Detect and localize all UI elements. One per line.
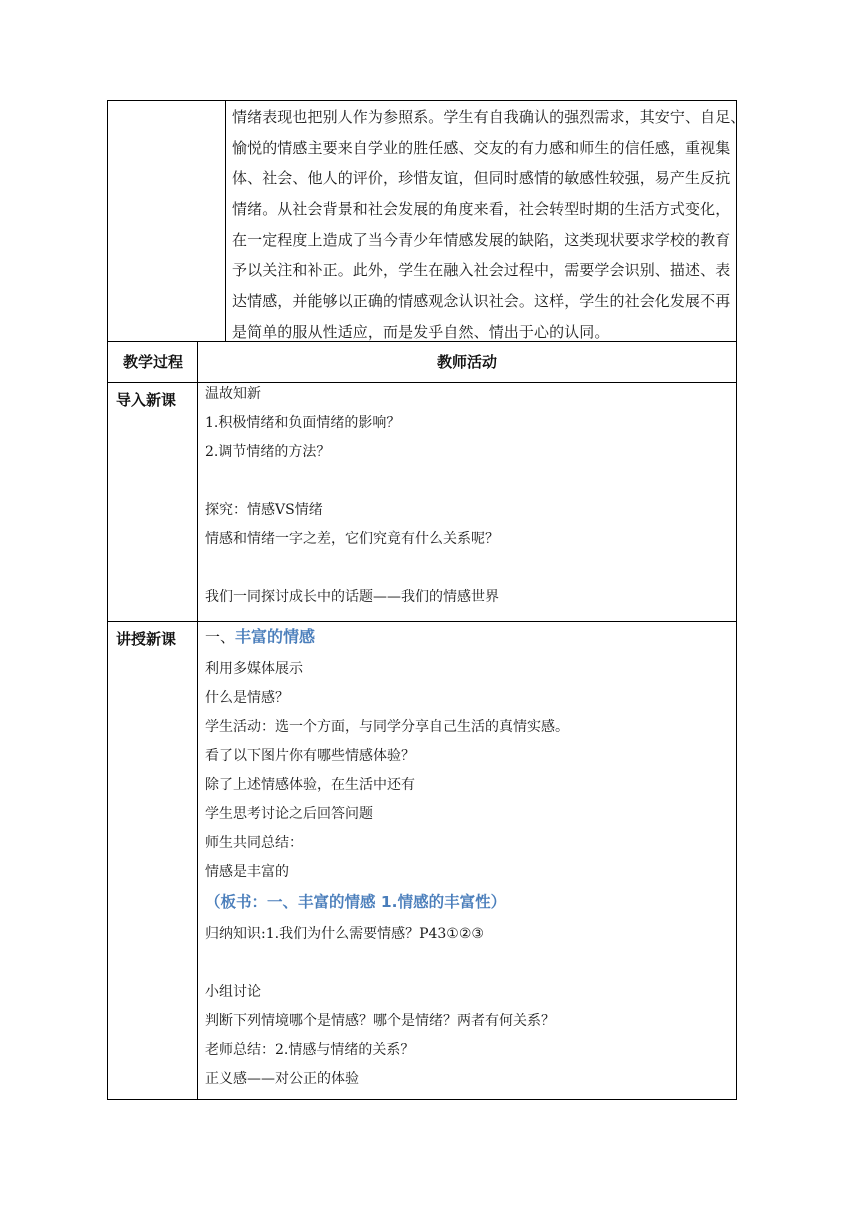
activity-line: 判断下列情境哪个是情感？哪个是情绪？两者有何关系？ (205, 1013, 555, 1030)
paragraph-line: 予以关注和补正。此外，学生在融入社会过程中，需要学会识别、描述、表 (232, 261, 731, 280)
activity-line: 师生共同总结： (205, 835, 303, 852)
activity-line: 老师总结：2.情感与情绪的关系？ (205, 1042, 415, 1059)
paragraph-line: 是简单的服从性适应，而是发乎自然、情出于心的认同。 (232, 322, 610, 341)
activity-line: 除了上述情感体验，在生活中还有 (205, 777, 415, 794)
header-teaching-process: 教学过程 (123, 353, 184, 371)
activity-line: 情感和情绪一字之差，它们究竟有什么关系呢？ (205, 531, 499, 547)
paragraph-line: 情绪。从社会背景和社会发展的角度来看，社会转型时期的生活方式变化， (232, 200, 731, 219)
activity-line: 我们一同探讨成长中的话题——我们的情感世界 (205, 589, 499, 605)
activity-line: 归纳知识:1.我们为什么需要情感？P43①②③ (205, 926, 484, 943)
column-divider (197, 342, 198, 1099)
learner-analysis-table (107, 100, 746, 342)
board-note: （板书：一、丰富的情感 1.情感的丰富性） (205, 893, 507, 912)
activity-line: 情感是丰富的 (205, 864, 289, 881)
learner-analysis-label-cell (108, 101, 226, 341)
activity-line: 学生思考讨论之后回答问题 (205, 806, 373, 823)
activity-line: 1.积极情绪和负面情绪的影响？ (205, 415, 401, 431)
intro-activity-cell (205, 382, 730, 609)
blank-line (205, 951, 730, 975)
header-teacher-activity: 教师活动 (437, 353, 498, 371)
activity-line: 小组讨论 (205, 984, 261, 1001)
blank-line (205, 556, 730, 580)
activity-line: 温故知新 (205, 386, 261, 402)
activity-line: 2.调节情绪的方法？ (205, 444, 331, 460)
paragraph-line: 达情感，并能够以正确的情感观念认识社会。这样，学生的社会化发展不再 (232, 292, 731, 311)
activity-line: 利用多媒体展示 (205, 661, 303, 678)
activity-line: 什么是情感？ (205, 690, 289, 707)
activity-line: 学生活动：选一个方面，与同学分享自己生活的真情实感。 (205, 719, 569, 736)
blank-line (205, 469, 730, 493)
new-lesson-activity-cell (205, 621, 730, 1091)
activity-line: 探究：情感VS情绪 (205, 502, 323, 518)
activity-line: 看了以下图片你有哪些情感体验？ (205, 748, 415, 765)
section-prefix: 一、 (205, 628, 236, 646)
teaching-process-table (107, 341, 737, 1100)
paragraph-line: 在一定程度上造成了当今青少年情感发展的缺陷，这类现状要求学校的教育 (232, 230, 731, 249)
paragraph-line: 体、社会、他人的评价，珍惜友谊，但同时感情的敏感性较强，易产生反抗 (232, 169, 731, 188)
stage-intro-label: 导入新课 (116, 391, 177, 409)
activity-line: 正义感——对公正的体验 (205, 1071, 359, 1088)
learner-analysis-text (232, 102, 746, 348)
stage-new-lesson-label: 讲授新课 (116, 630, 177, 648)
paragraph-line: 情绪表现也把别人作为参照系。学生有自我确认的强烈需求，其安宁、自足、 (232, 108, 746, 126)
paragraph-line: 愉悦的情感主要来自学业的胜任感、交友的有力感和师生的信任感，重视集 (232, 138, 731, 157)
section-title: 丰富的情感 (235, 627, 316, 646)
section-heading (205, 621, 730, 652)
